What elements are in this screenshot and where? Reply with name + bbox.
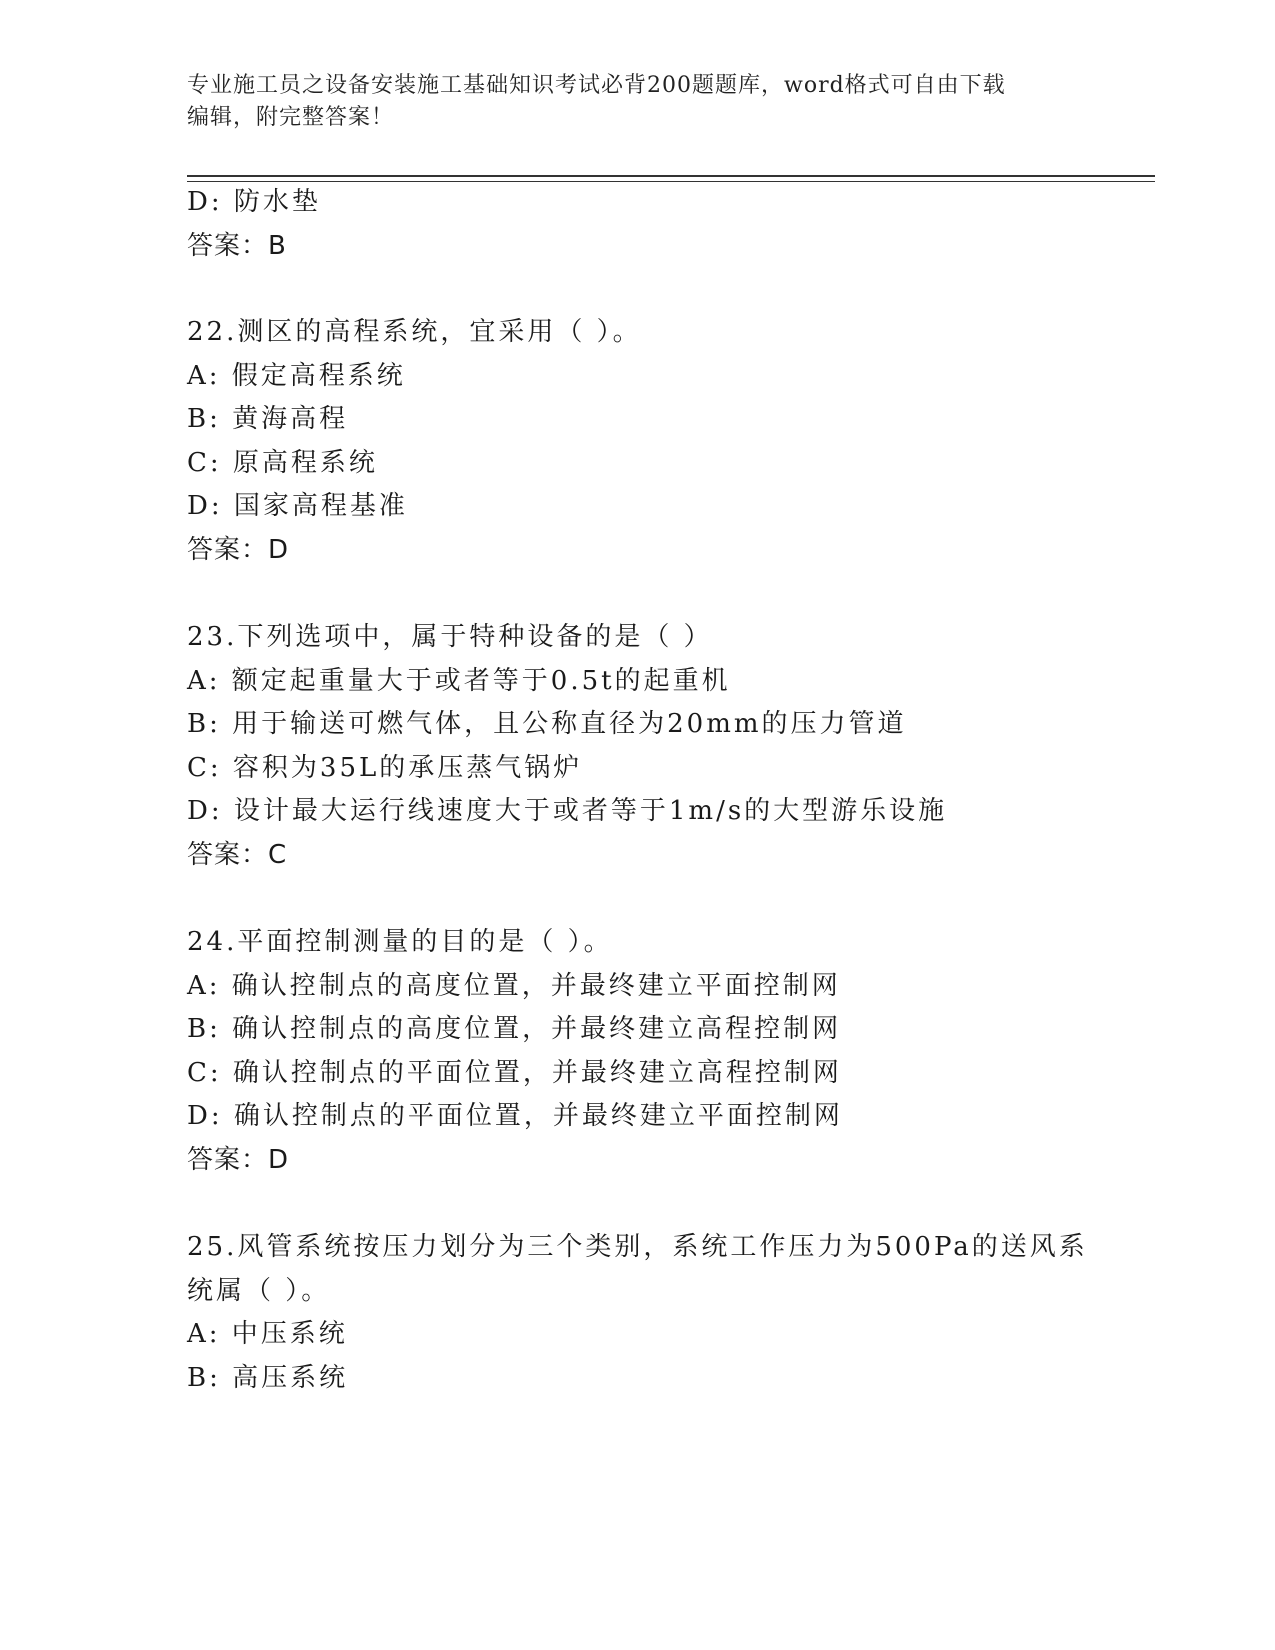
question-stem: 23.下列选项中，属于特种设备的是（ ）: [187, 622, 713, 652]
header-title-line-2: 编辑，附完整答案！: [187, 105, 395, 130]
option-b: B: 确认控制点的高度位置，并最终建立高程控制网: [187, 1014, 842, 1044]
answer-label: 答案：D: [187, 535, 290, 565]
option-a: A: 额定起重量大于或者等于0.5t的起重机: [187, 666, 731, 696]
option-d: D: 确认控制点的平面位置，并最终建立平面控制网: [187, 1101, 843, 1131]
answer-label: 答案：C: [187, 840, 288, 870]
question-stem-line-1: 25.风管系统按压力划分为三个类别，系统工作压力为500Pa的送风系: [187, 1232, 1088, 1262]
option-b: B: 黄海高程: [187, 404, 349, 434]
question-stem-line-2: 统属（ ）。: [187, 1276, 331, 1306]
option-d: D: 防水垫: [187, 187, 321, 217]
option-c: C: 容积为35L的承压蒸气锅炉: [187, 753, 583, 783]
option-b: B: 用于输送可燃气体，且公称直径为20mm的压力管道: [187, 709, 907, 739]
option-a: A: 中压系统: [187, 1319, 348, 1349]
question-stem: 22.测区的高程系统，宜采用（ ）。: [187, 317, 642, 347]
option-a: A: 假定高程系统: [187, 361, 406, 391]
option-c: C: 确认控制点的平面位置，并最终建立高程控制网: [187, 1058, 842, 1088]
option-a: A: 确认控制点的高度位置，并最终建立平面控制网: [187, 971, 841, 1001]
option-c: C: 原高程系统: [187, 448, 378, 478]
option-d: D: 设计最大运行线速度大于或者等于1m/s的大型游乐设施: [187, 796, 948, 826]
header-divider-thin: [187, 181, 1155, 182]
answer-label: 答案：B: [187, 231, 287, 261]
question-stem: 24.平面控制测量的目的是（ ）。: [187, 927, 613, 957]
answer-label: 答案：D: [187, 1145, 290, 1175]
header-divider-thick: [187, 175, 1155, 177]
option-b: B: 高压系统: [187, 1363, 349, 1393]
document-header: [187, 70, 1087, 134]
option-d: D: 国家高程基准: [187, 491, 408, 521]
header-title-line-1: 专业施工员之设备安装施工基础知识考试必背200题题库，word格式可自由下载: [187, 73, 1006, 98]
